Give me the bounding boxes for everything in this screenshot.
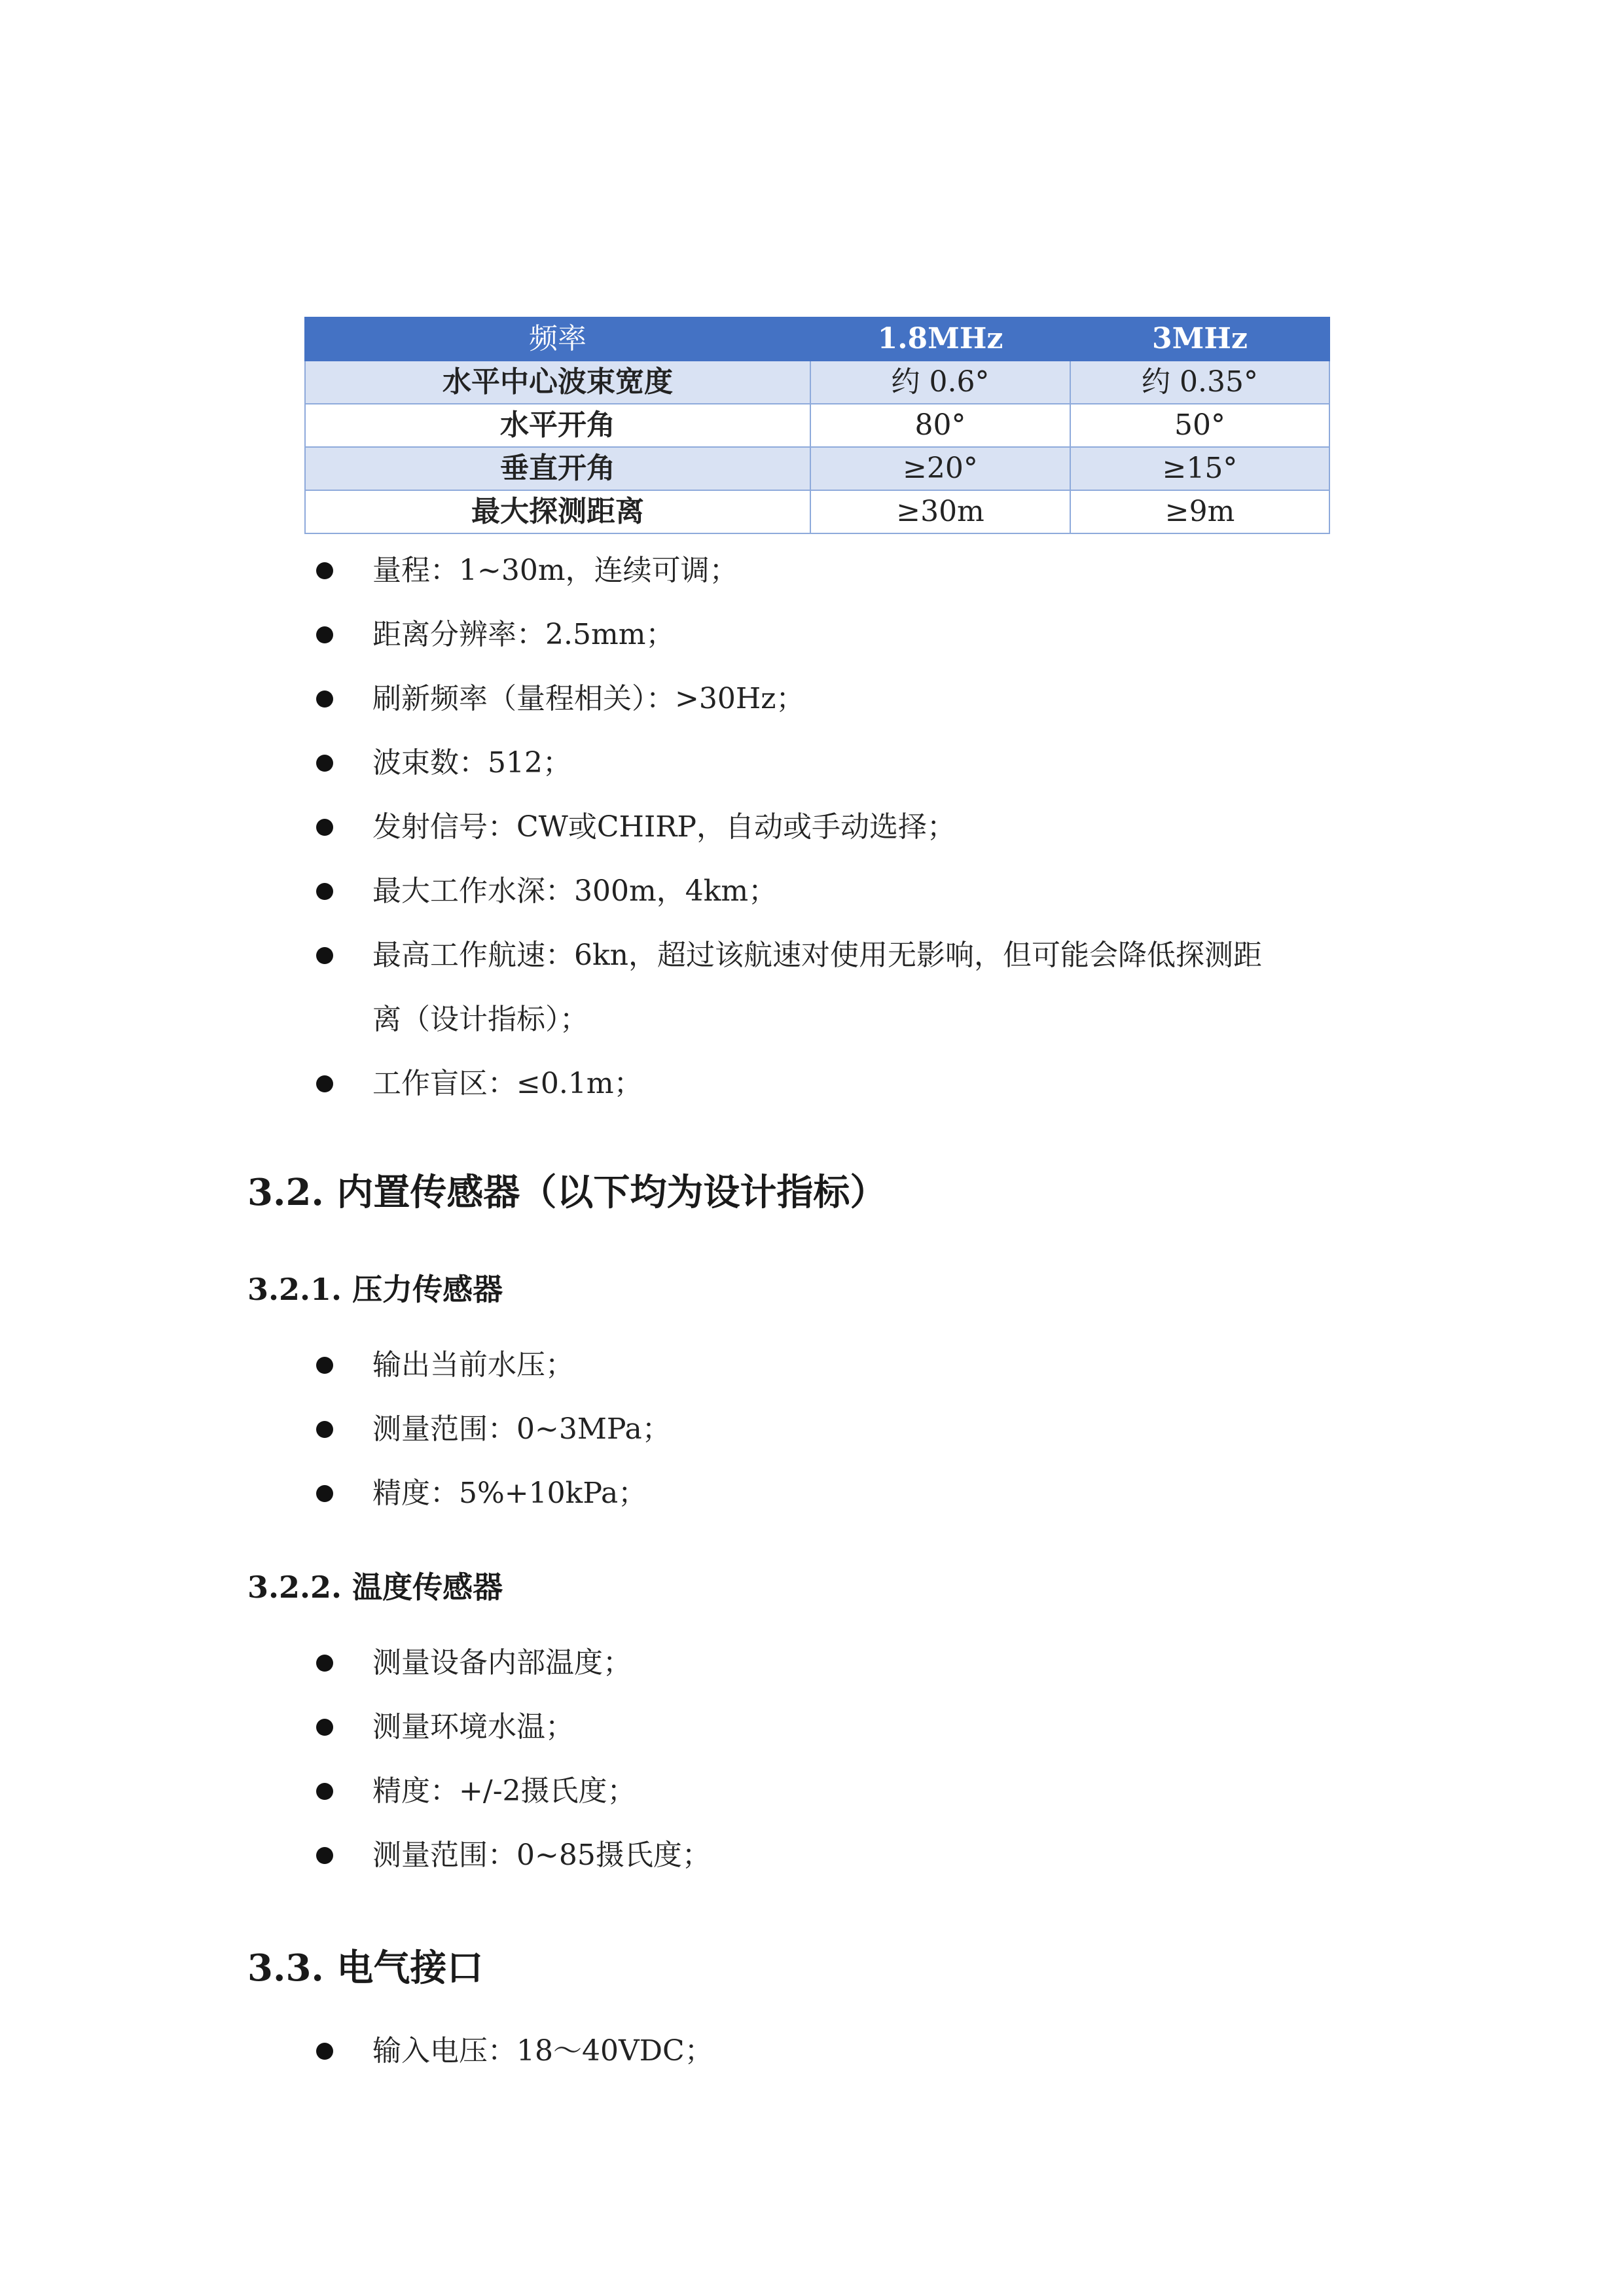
bullet-icon	[316, 819, 333, 836]
section-heading: 3.3. 电气接口	[247, 1946, 484, 1990]
bullet-icon	[316, 755, 333, 772]
subsection-heading: 3.2.2. 温度传感器	[247, 1570, 503, 1605]
table-row	[305, 404, 1329, 447]
table-cell: 50°	[1070, 404, 1329, 447]
bullet-icon	[316, 626, 333, 643]
bullet-icon	[316, 691, 333, 708]
header-cell: 频率	[305, 317, 810, 361]
bullet-icon	[316, 1421, 333, 1438]
header-cell: 3MHz	[1070, 317, 1329, 361]
bullet-icon	[316, 1485, 333, 1502]
bullet-icon	[316, 1655, 333, 1672]
table-row	[305, 361, 1329, 404]
table-cell: 约 0.6°	[810, 361, 1070, 404]
row-label: 最大探测距离	[305, 490, 810, 533]
bullet-icon	[316, 2043, 333, 2060]
row-label: 水平中心波束宽度	[305, 361, 810, 404]
row-label: 垂直开角	[305, 447, 810, 490]
bullet-icon	[316, 1783, 333, 1800]
bullet-icon	[316, 883, 333, 900]
table-cell: ≥9m	[1070, 490, 1329, 533]
table-cell: 80°	[810, 404, 1070, 447]
table-cell: ≥15°	[1070, 447, 1329, 490]
table-row	[305, 447, 1329, 490]
table-row	[305, 490, 1329, 533]
table-header-row	[305, 317, 1329, 361]
bullet-icon	[316, 1357, 333, 1374]
bullet-icon	[316, 1847, 333, 1864]
bullet-icon	[316, 947, 333, 964]
bullet-icon	[316, 1075, 333, 1092]
header-cell: 1.8MHz	[810, 317, 1070, 361]
section-heading: 3.2. 内置传感器（以下均为设计指标）	[247, 1171, 887, 1214]
bullet-icon	[316, 562, 333, 579]
subsection-heading: 3.2.1. 压力传感器	[247, 1272, 503, 1307]
table-cell: 约 0.35°	[1070, 361, 1329, 404]
bullet-icon	[316, 1719, 333, 1736]
row-label: 水平开角	[305, 404, 810, 447]
table-cell: ≥20°	[810, 447, 1070, 490]
table-cell: ≥30m	[810, 490, 1070, 533]
spec-table	[304, 317, 1330, 534]
